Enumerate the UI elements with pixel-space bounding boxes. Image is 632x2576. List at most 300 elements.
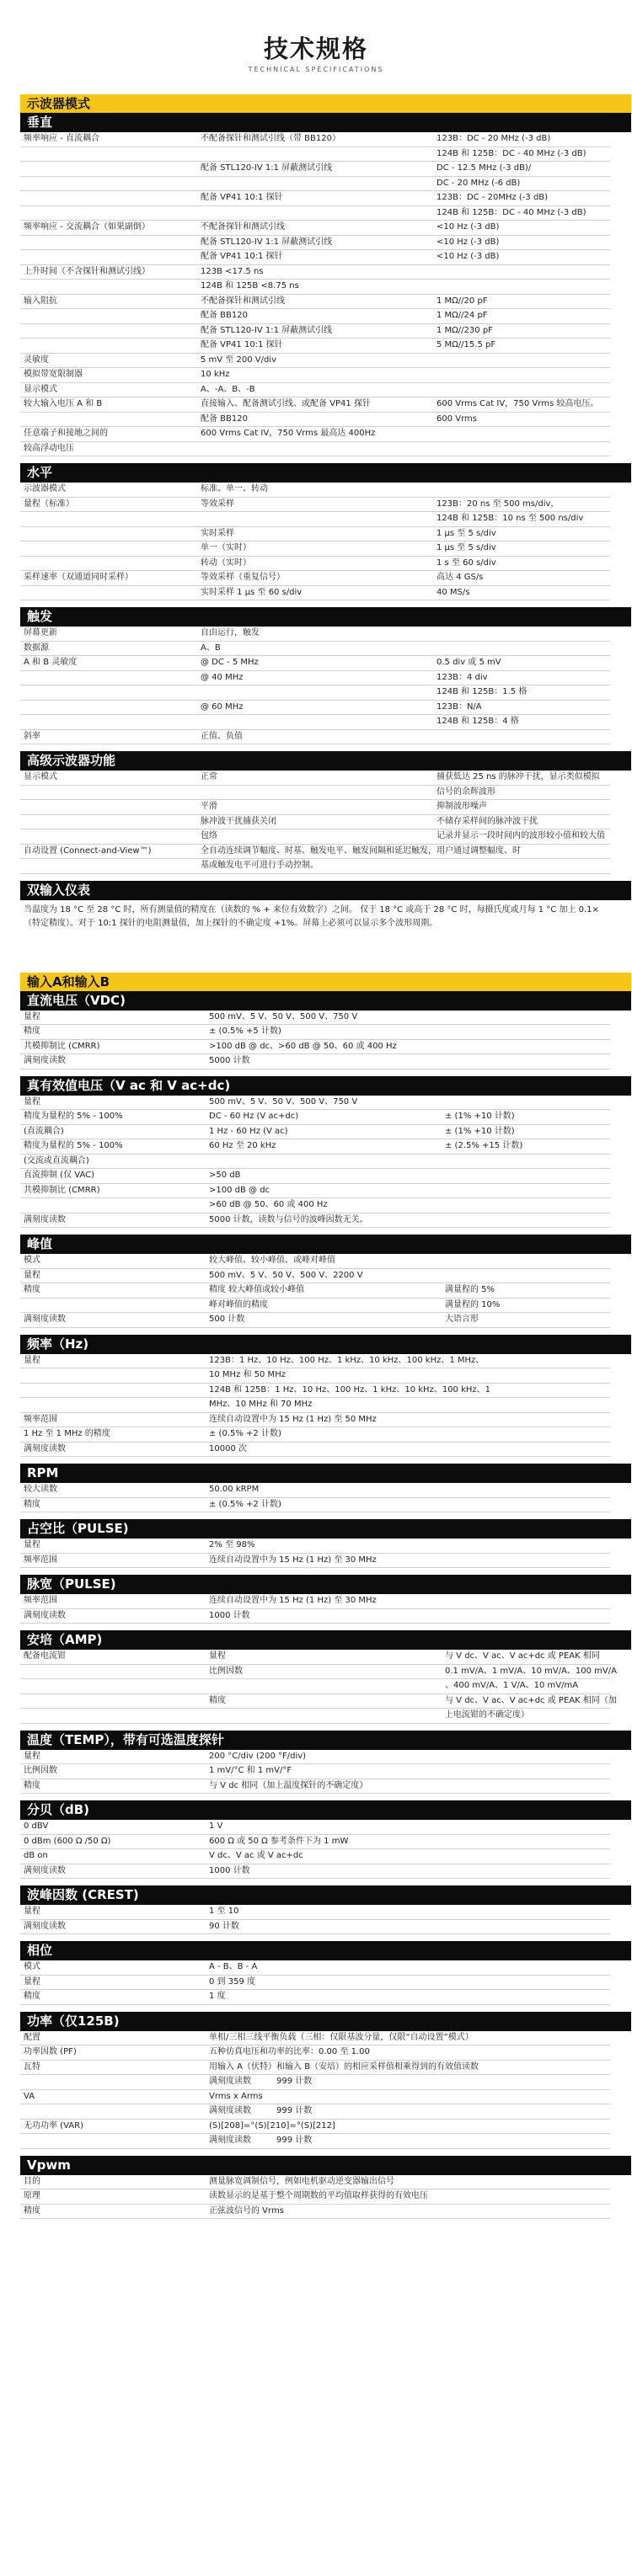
spec-condition: (S)[208]=°(S)[210]=°(S)[212] [206, 2119, 610, 2134]
spec-value [433, 280, 610, 295]
spec-condition: 脉冲波干扰捕获关闭 [197, 814, 433, 829]
spec-label: 量程 [20, 1096, 206, 1110]
spec-value: 5 MΩ//15.5 pF [433, 339, 610, 354]
spec-condition: 500 计数 [206, 1313, 442, 1328]
spec-table [20, 1539, 610, 1568]
table-row [20, 627, 610, 641]
spec-condition: DC - 60 Hz (V ac+dc) [206, 1110, 442, 1125]
page-subtitle: TECHNICAL SPECIFICATIONS [248, 66, 384, 73]
spec-condition: 量程 [206, 1650, 442, 1664]
table-row [20, 512, 610, 527]
spec-label: 满刻度读数 [20, 1608, 206, 1624]
spec-value [433, 368, 610, 383]
spec-value: 记录并显示一段时间内的波形较小值和较大值 [433, 829, 610, 845]
table-row [20, 1553, 610, 1568]
spec-condition: 1 度 [206, 1990, 610, 2005]
table-row [20, 800, 610, 815]
spec-value [433, 441, 610, 456]
spec-value: <10 Hz (-3 dB) [433, 221, 610, 236]
table-row [20, 859, 610, 874]
spec-value [442, 1213, 610, 1228]
spec-label: 满刻度读数 [20, 1213, 206, 1228]
table-row [20, 729, 610, 744]
spec-value: 0.1 mV/A、1 mV/A、10 mV/A、100 mV/A [442, 1664, 610, 1679]
spec-label [20, 176, 197, 191]
spec-label [20, 541, 197, 557]
spec-condition: 123B：1 Hz、10 Hz、100 Hz、1 kHz、10 kHz、100 kHz、1 MHz、 [206, 1354, 610, 1368]
spec-value: 上电流钳的不确定度） [442, 1709, 610, 1724]
spec-label: 显示模式 [20, 771, 197, 785]
spec-condition: 用输入 A（伏特）和输入 B（安培）的相应采样值相乘得到的有效值读数 [206, 2060, 610, 2075]
group-title: 触发 [20, 607, 631, 627]
table-row [20, 670, 610, 685]
spec-label: 精度 [20, 1283, 206, 1299]
spec-value [442, 1254, 610, 1268]
spec-condition: 正常 [197, 771, 433, 785]
spec-condition: 单相/三相三线平衡负载（三相：仅限基波分量，仅限“自动设置”模式） [206, 2031, 610, 2045]
spec-condition: 标准、单一、转动 [197, 483, 433, 497]
spec-condition: 500 mV、5 V、50 V、500 V、750 V [206, 1011, 442, 1025]
page-title: 技术规格 [263, 35, 368, 63]
spec-value [442, 1169, 610, 1184]
spec-condition [197, 512, 433, 527]
spec-value [442, 1268, 610, 1283]
spec-value [442, 1183, 610, 1198]
spec-label: 灵敏度 [20, 353, 197, 368]
spec-value [433, 859, 610, 874]
spec-condition: 500 mV、5 V、50 V、500 V、2200 V [206, 1268, 442, 1283]
spec-condition: 平滑 [197, 800, 433, 815]
spec-condition: 2% 至 98% [206, 1539, 610, 1553]
table-row [20, 1354, 610, 1368]
spec-value [442, 1054, 610, 1069]
spec-label: 满刻度读数 [20, 1919, 206, 1934]
spec-condition: V dc、V ac 或 V ac+dc [206, 1849, 610, 1864]
table-row [20, 814, 610, 829]
spec-condition: 90 计数 [206, 1919, 610, 1934]
spec-label [20, 250, 197, 265]
table-row [20, 1124, 610, 1139]
table-row [20, 264, 610, 280]
spec-value: 与 V dc、V ac、V ac+dc 或 PEAK 相同 [442, 1650, 610, 1664]
spec-condition: 配备 VP41 10:1 探针 [197, 339, 433, 354]
spec-value: 124B 和 125B：DC - 40 MHz (-3 dB) [433, 147, 610, 162]
spec-label: 屏幕更新 [20, 627, 197, 641]
spec-label: 无功功率 (VAR) [20, 2119, 206, 2134]
spec-condition: 满刻度读数 999 计数 [206, 2075, 610, 2090]
spec-label: 频率响应 - 直流耦合 [20, 132, 197, 147]
table-row [20, 1539, 610, 1553]
group-title: 相位 [20, 1941, 631, 1960]
table-row [20, 1154, 610, 1169]
spec-label [20, 785, 197, 800]
spec-label [20, 814, 197, 829]
table-row [20, 1693, 610, 1709]
group-title: 频率（Hz) [20, 1335, 631, 1354]
spec-condition [197, 205, 433, 221]
spec-label [20, 2075, 206, 2090]
spec-condition: 自由运行，触发 [197, 627, 433, 641]
spec-condition: 0 到 359 度 [206, 1975, 610, 1990]
group-title: 直流电压（VDC) [20, 991, 631, 1011]
spec-condition: 配备 VP41 10:1 探针 [197, 250, 433, 265]
spec-label: 任意端子和接地之间的 [20, 427, 197, 442]
spec-condition: 峰对峰值的精度 [206, 1298, 442, 1313]
spec-condition: 等效采样（重复信号） [197, 571, 433, 586]
title-block [0, 0, 632, 88]
scope-section [20, 94, 631, 934]
spec-value: 信号的余辉波形 [433, 785, 610, 800]
table-row [20, 1398, 610, 1413]
table-row [20, 280, 610, 295]
spec-label: (交流或直流耦合) [20, 1154, 206, 1169]
spec-value [433, 353, 610, 368]
spec-value: ± (2.5% +15 计数) [442, 1139, 610, 1155]
spec-value: 满量程的 10% [442, 1298, 610, 1313]
spec-condition: A - B、B - A [206, 1960, 610, 1975]
spec-label: A 和 B 灵敏度 [20, 656, 197, 671]
table-row [20, 844, 610, 859]
spec-condition [197, 785, 433, 800]
spec-table [20, 2175, 610, 2220]
spec-label: 瓦特 [20, 2060, 206, 2075]
group-title: 分贝（dB) [20, 1800, 631, 1820]
spec-condition: 基或触发电平可进行手动控制。 [197, 859, 433, 874]
spec-label [20, 147, 197, 162]
table-row [20, 2204, 610, 2219]
table-row [20, 412, 610, 427]
group-title: 占空比（PULSE) [20, 1519, 631, 1539]
table-row [20, 1779, 610, 1794]
table-row [20, 1368, 610, 1384]
group-title: 水平 [20, 463, 631, 483]
table-row [20, 1664, 610, 1679]
spec-condition: 连续自动设置中为 15 Hz (1 Hz) 至 30 MHz [206, 1553, 610, 1568]
table-row [20, 191, 610, 206]
table-row [20, 1905, 610, 1919]
spec-label [20, 1709, 206, 1724]
spec-label [20, 2104, 206, 2120]
group-title: Vpwm [20, 2156, 631, 2175]
spec-condition: Vrms x Arms [206, 2089, 610, 2104]
table-row [20, 1820, 610, 1834]
spec-condition: 不配备探针和测试引线 [197, 294, 433, 309]
spec-condition: 10000 次 [206, 1442, 610, 1457]
spec-condition: 1 mV/°C 和 1 mV/°F [206, 1764, 610, 1779]
table-row [20, 829, 610, 845]
spec-label: 量程 [20, 1750, 206, 1764]
scope-groups [20, 113, 631, 934]
spec-label [20, 526, 197, 541]
spec-table [20, 483, 610, 600]
table-row [20, 497, 610, 512]
spec-label: 配备电流钳 [20, 1650, 206, 1664]
spec-condition: 较大峰值、较小峰值、或峰对峰值 [206, 1254, 442, 1268]
spec-label: 共模抑制比 (CMRR) [20, 1039, 206, 1054]
spec-condition: 124B 和 125B：1 Hz、10 Hz、100 Hz、1 kHz、10 kHz、100 kHz、1 [206, 1383, 610, 1398]
spec-condition: @ 60 MHz [197, 700, 433, 715]
spec-condition: 配备 STL120-IV 1:1 屏蔽测试引线 [197, 162, 433, 177]
table-row [20, 339, 610, 354]
spec-value: 大语言形 [442, 1313, 610, 1328]
table-row [20, 1497, 610, 1512]
group-title: 波峰因数 (CREST) [20, 1885, 631, 1905]
table-row [20, 1650, 610, 1664]
table-row [20, 1383, 610, 1398]
table-row [20, 771, 610, 785]
spec-label [20, 1693, 206, 1709]
spec-value: 124B 和 125B：4 格 [433, 715, 610, 730]
spec-value: 不储存采样间的脉冲波干扰 [433, 814, 610, 829]
spec-label [20, 339, 197, 354]
spec-condition: 读数显示的是基于整个周期数的平均值取样获得的有效电压 [206, 2189, 610, 2205]
table-row [20, 1483, 610, 1497]
spec-value [433, 427, 610, 442]
inputs-groups [20, 991, 631, 2220]
table-row [20, 2189, 610, 2205]
spec-label: 较大输入电压 A 和 B [20, 397, 197, 413]
spec-value: 600 Vrms [433, 412, 610, 427]
table-row [20, 685, 610, 701]
spec-condition: MHz、10 MHz 和 70 MHz [206, 1398, 610, 1413]
spec-label: 量程（标准） [20, 497, 197, 512]
spec-value [442, 1025, 610, 1040]
spec-label: 目的 [20, 2175, 206, 2189]
group-title: 双输入仪表 [20, 881, 631, 900]
spec-condition: 1000 计数 [206, 1608, 610, 1624]
spec-label: 精度 [20, 1497, 206, 1512]
spec-condition: 配备 STL120-IV 1:1 屏蔽测试引线 [197, 323, 433, 339]
spec-label [20, 670, 197, 685]
table-row [20, 1054, 610, 1069]
spec-label: 较大读数 [20, 1483, 206, 1497]
scope-section-title: 示波器模式 [20, 94, 631, 113]
spec-label [20, 1368, 206, 1384]
spec-value: 、400 mV/A、1 V/A、10 mV/mA [442, 1679, 610, 1694]
spec-label: 频率响应 - 交流耦合（如果副倒） [20, 221, 197, 236]
spec-condition: 1 至 10 [206, 1905, 610, 1919]
section-gap [0, 934, 632, 966]
spec-condition: A、B [197, 641, 433, 656]
spec-value [433, 382, 610, 397]
spec-condition: 10 MHz 和 50 MHz [206, 1368, 610, 1384]
table-row [20, 1313, 610, 1328]
table-row [20, 1011, 610, 1025]
spec-table [20, 1354, 610, 1458]
spec-condition: 配备 BB120 [197, 412, 433, 427]
table-row [20, 1412, 610, 1427]
table-row [20, 2134, 610, 2149]
spec-condition: 测量脉宽调制信号，例如电机驱动逆变器输出信号 [206, 2175, 610, 2189]
spec-value: 捕获低达 25 ns 的脉冲干扰，显示类似模拟 [433, 771, 610, 785]
spec-value: 1 s 至 60 s/div [433, 556, 610, 571]
spec-value: 124B 和 125B：DC - 40 MHz (-3 dB) [433, 205, 610, 221]
spec-label [20, 162, 197, 177]
group-title: 真有效值电压（V ac 和 V ac+dc) [20, 1076, 631, 1096]
spec-condition [206, 1154, 442, 1169]
spec-value: 满量程的 5% [442, 1283, 610, 1299]
table-row [20, 2031, 610, 2045]
spec-label: 功率因数 (PF) [20, 2045, 206, 2061]
table-row [20, 1750, 610, 1764]
table-row [20, 2089, 610, 2104]
spec-label: 频率范围 [20, 1553, 206, 1568]
spec-condition: ± (0.5% +5 计数) [206, 1025, 442, 1040]
spec-value: 高达 4 GS/s [433, 571, 610, 586]
spec-condition: 实时采样 [197, 526, 433, 541]
spec-table [20, 1096, 610, 1229]
spec-value: 与 V dc、V ac、V ac+dc 或 PEAK 相同（加 [442, 1693, 610, 1709]
spec-label: 量程 [20, 1354, 206, 1368]
spec-table [20, 1594, 610, 1624]
table-row [20, 2119, 610, 2134]
spec-value: 123B：DC - 20 MHz (-3 dB) [433, 132, 610, 147]
table-row [20, 1096, 610, 1110]
spec-label: 自动设置 (Connect-and-View™) [20, 844, 197, 859]
spec-label: 满刻度读数 [20, 1054, 206, 1069]
table-row [20, 1849, 610, 1864]
spec-label [20, 859, 197, 874]
table-row [20, 715, 610, 730]
spec-table [20, 1960, 610, 2005]
spec-condition [206, 1709, 442, 1724]
spec-label: 量程 [20, 1268, 206, 1283]
spec-value [442, 1198, 610, 1213]
table-row [20, 294, 610, 309]
group-title: RPM [20, 1464, 631, 1483]
spec-value: <10 Hz (-3 dB) [433, 250, 610, 265]
spec-condition: 直接输入、配备测试引线、或配备 VP41 探针 [197, 397, 433, 413]
spec-condition: 配备 VP41 10:1 探针 [197, 191, 433, 206]
spec-table [20, 1820, 610, 1879]
spec-label: VA [20, 2089, 206, 2104]
inputs-section-title: 输入A和输入B [20, 973, 631, 991]
spec-label [20, 1198, 206, 1213]
table-row [20, 2060, 610, 2075]
spec-label: 量程 [20, 1011, 206, 1025]
table-row [20, 132, 610, 147]
spec-condition: 转动（实时） [197, 556, 433, 571]
spec-condition: 不配备探针和测试引线（带 BB120） [197, 132, 433, 147]
spec-label [20, 700, 197, 715]
spec-label [20, 829, 197, 845]
spec-label [20, 585, 197, 600]
spec-condition: @ DC - 5 MHz [197, 656, 433, 671]
table-row [20, 483, 610, 497]
spec-label: 显示模式 [20, 382, 197, 397]
spec-condition [197, 147, 433, 162]
spec-condition: >100 dB @ dc、>60 dB @ 50、60 或 400 Hz [206, 1039, 442, 1054]
table-row [20, 427, 610, 442]
spec-label [20, 1298, 206, 1313]
spec-label: 量程 [20, 1975, 206, 1990]
spec-table [20, 1011, 610, 1069]
spec-value [442, 1039, 610, 1054]
spec-condition: 5000 计数，读数与信号的波峰因数无关。 [206, 1213, 442, 1228]
table-row [20, 1213, 610, 1228]
spec-condition: 50.00 kRPM [206, 1483, 610, 1497]
table-row [20, 585, 610, 600]
spec-label: 较高浮动电压 [20, 441, 197, 456]
table-row [20, 250, 610, 265]
spec-table [20, 2031, 610, 2149]
spec-label: 模式 [20, 1960, 206, 1975]
spec-condition: 500 mV、5 V、50 V、500 V、750 V [206, 1096, 442, 1110]
spec-label [20, 323, 197, 339]
table-row [20, 2075, 610, 2090]
table-row [20, 1268, 610, 1283]
spec-value: 1 μs 至 5 s/div [433, 541, 610, 557]
table-row [20, 235, 610, 250]
table-row [20, 641, 610, 656]
spec-label: 精度 [20, 1779, 206, 1794]
table-row [20, 700, 610, 715]
spec-label [20, 2134, 206, 2149]
spec-label: 量程 [20, 1905, 206, 1919]
spec-condition: >100 dB @ dc [206, 1183, 442, 1198]
spec-label: 比例因数 [20, 1764, 206, 1779]
table-row [20, 309, 610, 324]
table-row [20, 441, 610, 456]
group-title: 脉宽（PULSE) [20, 1575, 631, 1594]
spec-condition [197, 715, 433, 730]
spec-condition: 1000 计数 [206, 1864, 610, 1879]
spec-label: 量程 [20, 1539, 206, 1553]
spec-condition: >60 dB @ 50、60 或 400 Hz [206, 1198, 442, 1213]
group-title: 垂直 [20, 113, 631, 132]
spec-value [442, 1154, 610, 1169]
spec-label: 模式 [20, 1254, 206, 1268]
table-row [20, 1298, 610, 1313]
spec-label: 满刻度读数 [20, 1442, 206, 1457]
spec-value: 123B：20 ns 至 500 ms/div， [433, 497, 610, 512]
spec-condition: 60 Hz 至 20 kHz [206, 1139, 442, 1155]
spec-condition: >50 dB [206, 1169, 442, 1184]
spec-value: ± (1% +10 计数) [442, 1124, 610, 1139]
spec-value: 1 MΩ//20 pF [433, 294, 610, 309]
spec-table [20, 1650, 617, 1724]
table-row [20, 2045, 610, 2061]
spec-value: 124B 和 125B：10 ns 至 500 ns/div [433, 512, 610, 527]
group-title: 温度（TEMP），带有可选温度探针 [20, 1731, 631, 1750]
spec-value [433, 483, 610, 497]
spec-label: 1 Hz 至 1 MHz 的精度 [20, 1427, 206, 1443]
spec-label: 共模抑制比 (CMRR) [20, 1183, 206, 1198]
spec-value: DC - 20 MHz (-6 dB) [433, 176, 610, 191]
spec-label: 采样速率（双通道同时采样） [20, 571, 197, 586]
spec-label [20, 309, 197, 324]
spec-condition: 配备 BB120 [197, 309, 433, 324]
spec-label [20, 512, 197, 527]
spec-value: <10 Hz (-3 dB) [433, 235, 610, 250]
spec-condition: 连续自动设置中为 15 Hz (1 Hz) 至 30 MHz [206, 1594, 610, 1608]
spec-label: 原理 [20, 2189, 206, 2205]
spec-condition: 200 °C/div (200 °F/div) [206, 1750, 610, 1764]
spec-value [433, 264, 610, 280]
spec-condition: 1 V [206, 1820, 610, 1834]
spec-condition: 比例因数 [206, 1664, 442, 1679]
spec-condition [197, 176, 433, 191]
spec-condition: 600 Ω 或 50 Ω 参考条件下为 1 mW [206, 1834, 610, 1849]
spec-condition: 满刻度读数 999 计数 [206, 2134, 610, 2149]
spec-condition: 5000 计数 [206, 1054, 442, 1069]
spec-condition: A、-A、B、-B [197, 382, 433, 397]
table-row [20, 1169, 610, 1184]
spec-condition: 正弦波信号的 Vrms [206, 2204, 610, 2219]
spec-label [20, 1664, 206, 1679]
table-row [20, 1283, 610, 1299]
table-row [20, 176, 610, 191]
